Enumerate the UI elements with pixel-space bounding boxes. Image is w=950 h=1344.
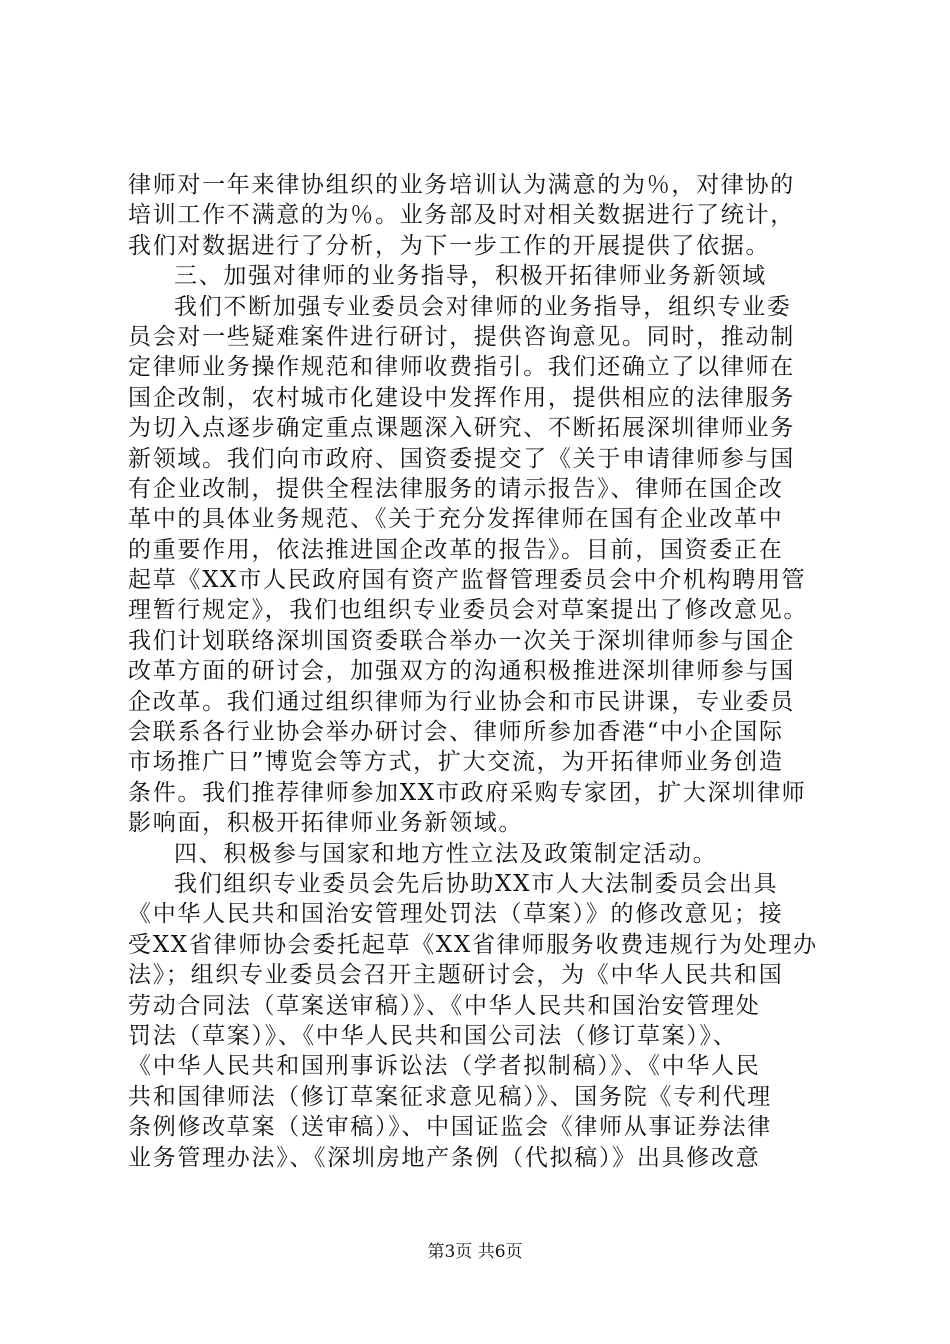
text-line: 罚法（草案）》、《中华人民共和国公司法（修订草案）》、 bbox=[128, 1022, 738, 1049]
text-line: 受XX省律师协会委托起草《XX省律师服务收费违规行为处理办 bbox=[128, 931, 818, 958]
text-line: 定律师业务操作规范和律师收费指引。我们还确立了以律师在 bbox=[128, 354, 795, 381]
text-line: 有企业改制，提供全程法律服务的请示报告》、律师在国企改 bbox=[128, 475, 784, 502]
text-line: 新领域。我们向市政府、国资委提交了《关于申请律师参与国 bbox=[128, 445, 795, 472]
text-line: 改革方面的研讨会，加强双方的沟通积极推进深圳律师参与国 bbox=[128, 658, 795, 685]
text-line: 业务管理办法》、《深圳房地产条例（代拟稿）》出具修改意 bbox=[128, 1144, 761, 1171]
text-line: 我们组织专业委员会先后协助XX市人大法制委员会出具 bbox=[174, 870, 779, 897]
text-line: 我们计划联络深圳国资委联合举办一次关于深圳律师参与国企 bbox=[128, 627, 795, 654]
text-line: 起草《XX市人民政府国有资产监督管理委员会中介机构聘用管 bbox=[128, 567, 807, 594]
section-heading-4: 四、积极参与国家和地方性立法及政策制定活动。 bbox=[174, 840, 718, 867]
text-line: 《中华人民共和国治安管理处罚法（草案）》的修改意见；接 bbox=[128, 901, 784, 928]
text-line: 我们不断加强专业委员会对律师的业务指导，组织专业委 bbox=[174, 293, 792, 320]
text-line: 会联系各行业协会举办研讨会、律师所参加香港“中小企国际 bbox=[128, 719, 784, 746]
text-line: 条例修改草案（送审稿）》、中国证监会《律师从事证券法律 bbox=[128, 1114, 772, 1141]
text-line: 的重要作用，依法推进国企改革的报告》。目前，国资委正在 bbox=[128, 536, 784, 563]
text-line: 理暂行规定》，我们也组织专业委员会对草案提出了修改意见。 bbox=[128, 597, 809, 624]
text-line: 《中华人民共和国刑事诉讼法（学者拟制稿）》、《中华人民 bbox=[128, 1053, 761, 1080]
text-line: 企改革。我们通过组织律师为行业协会和市民讲课，专业委员 bbox=[128, 688, 795, 715]
text-line: 共和国律师法（修订草案征求意见稿）》、国务院《专利代理 bbox=[128, 1083, 772, 1110]
text-line: 劳动合同法（草案送审稿）》、《中华人民共和国治安管理处 bbox=[128, 992, 761, 1019]
text-line: 律师对一年来律协组织的业务培训认为满意的为％，对律协的 bbox=[128, 172, 795, 198]
text-line: 国企改制，农村城市化建设中发挥作用，提供相应的法律服务 bbox=[128, 384, 795, 411]
document-body bbox=[128, 170, 828, 1173]
text-line: 法》；组织专业委员会召开主题研讨会，为《中华人民共和国 bbox=[128, 962, 784, 989]
text-line: 培训工作不满意的为％。业务部及时对相关数据进行了统计， bbox=[128, 202, 795, 229]
section-heading-3: 三、加强对律师的业务指导，积极开拓律师业务新领域 bbox=[174, 263, 767, 290]
text-line: 市场推广日”博览会等方式，扩大交流，为开拓律师业务创造 bbox=[128, 749, 784, 776]
text-line: 为切入点逐步确定重点课题深入研究、不断拓展深圳律师业务 bbox=[128, 415, 795, 442]
text-line: 影响面，积极开拓律师业务新领域。 bbox=[128, 810, 524, 837]
text-line: 员会对一些疑难案件进行研讨，提供咨询意见。同时，推动制 bbox=[128, 323, 795, 350]
text-line: 革中的具体业务规范、《关于充分发挥律师在国有企业改革中 bbox=[128, 506, 784, 533]
page-number: 第3页 共6页 bbox=[427, 1242, 523, 1262]
text-line: 条件。我们推荐律师参加XX市政府采购专家团，扩大深圳律师 bbox=[128, 779, 807, 806]
text-line: 我们对数据进行了分析，为下一步工作的开展提供了依据。 bbox=[128, 232, 771, 259]
